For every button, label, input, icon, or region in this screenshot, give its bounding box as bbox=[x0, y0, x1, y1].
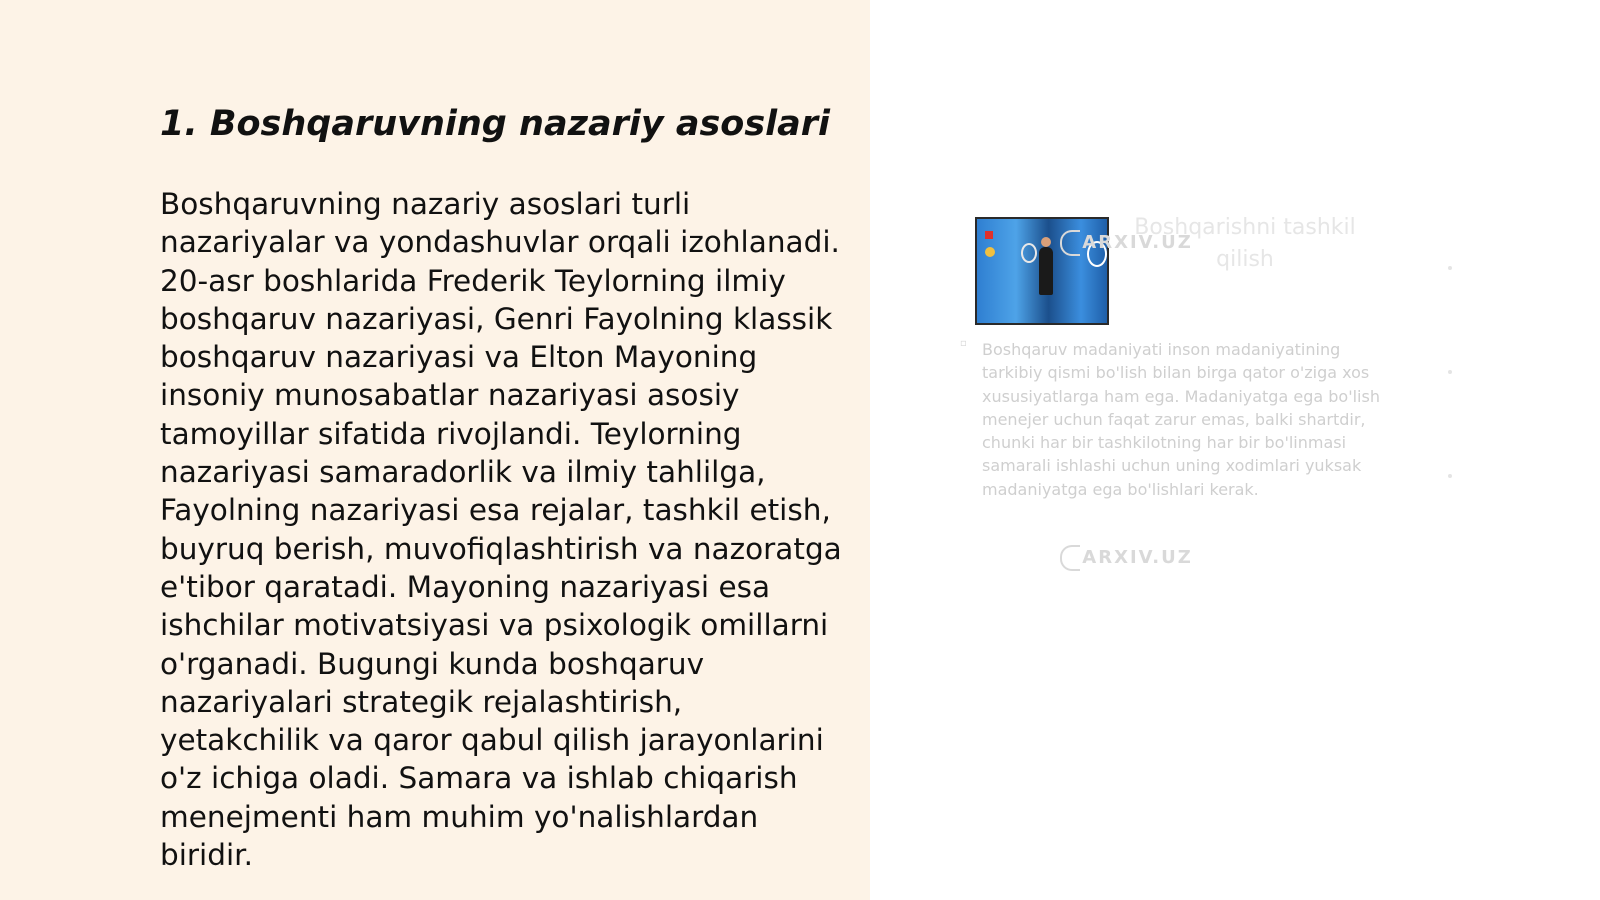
slide-body-text: Boshqaruvning nazariy asoslari turli nazariyalar va yondashuvlar orqali izohlanadi. 20-asr boshlarida Frederik Teylorning ilmiy boshqaruv nazariyasi, Genri Fayolning klassik boshqaruv nazariyasi va Elton Mayoning insoniy munosabatlar nazariyasi asosiy tamoyillar sifatida rivojlandi. Teylorning nazariyasi samaradorlik va ilmiy tahlilga, Fayolning nazariyasi esa rejalar, tashkil etish, buyruq berish, muvofiqlashtirish va nazoratga e'tibor qaratadi. Mayoning nazariyasi esa ishchilar motivatsiyasi va psixologik omillarni o'rganadi. Bugungi kunda boshqaruv nazariyalari strategik rejalashtirish, yetakchilik va qaror qabul qilish jarayonlarini o'z ichiga oladi. Samara va ishlab chiqarish menejmenti ham muhim yo'nalishlardan biridir. bbox=[160, 187, 842, 873]
decorative-dot bbox=[1448, 266, 1452, 270]
thumbnail-ring-left bbox=[1021, 243, 1037, 263]
watermark: ARXIV.UZ bbox=[1060, 230, 1193, 256]
embedded-slide-title: Boshqarishni tashkil qilish bbox=[1134, 215, 1356, 272]
slide-title: 1. Boshqaruvning nazariy asoslari bbox=[160, 104, 831, 144]
decorative-dot bbox=[1448, 370, 1452, 374]
decorative-dot bbox=[1448, 474, 1452, 478]
watermark-logo-icon bbox=[1060, 230, 1080, 256]
thumbnail-presenter-head bbox=[1041, 237, 1051, 247]
watermark-logo-icon bbox=[1060, 545, 1080, 571]
embedded-bullet-icon: ▫ bbox=[960, 338, 967, 349]
thumbnail-yellow-circle bbox=[985, 247, 995, 257]
thumbnail-presenter-body bbox=[1039, 247, 1053, 295]
watermark: ARXIV.UZ bbox=[1060, 545, 1193, 571]
embedded-slide-body: Boshqaruv madaniyati inson madaniyatining tarkibiy qismi bo'lish bilan birga qator o'ziga xos xususiyatlarga ham ega. Madaniyatga ega bo'lish menejer uchun faqat zarur emas, balki shartdir, chunki har bir tashkilotning har bir bo'linmasi samarali ishlashi uchun uning xodimlari yuksak madaniyatga ega bo'lishlari kerak. bbox=[982, 340, 1380, 499]
embedded-slide-image bbox=[960, 210, 1460, 590]
thumbnail-red-square bbox=[985, 231, 993, 239]
